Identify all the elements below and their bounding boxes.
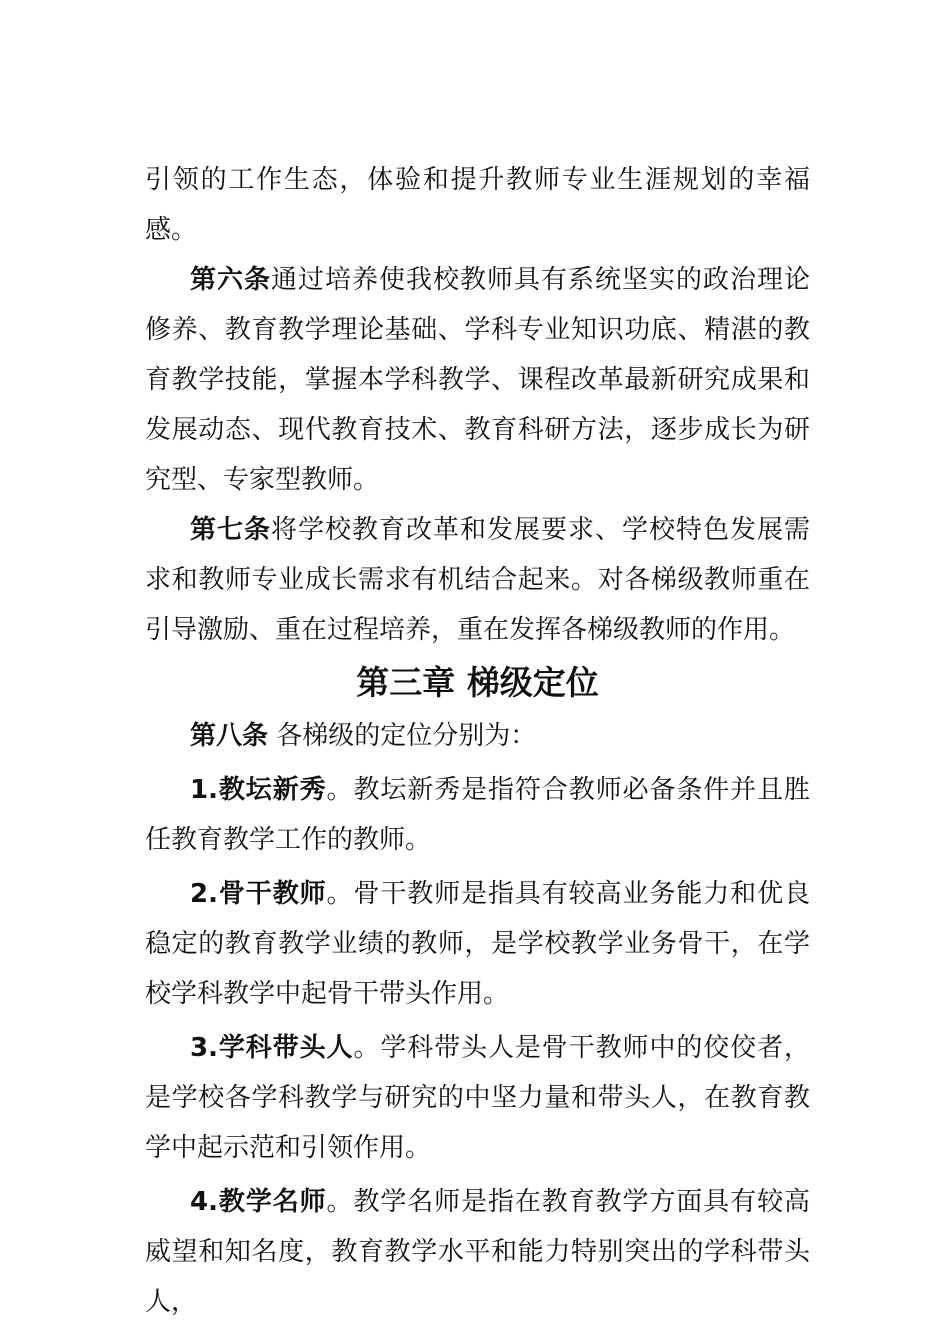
article-6 <box>145 255 810 505</box>
article-6-text: 通过培养使我校教师具有系统坚实的政治理论修养、教育教学理论基础、学科专业知识功底、精湛的教育教学技能，掌握本学科教学、课程改革最新研究成果和发展动态、现代教育技术、教育科研方法，逐步成长为研究型、专家型教师。 <box>145 265 810 495</box>
list-item-label: 1.教坛新秀 <box>190 775 327 805</box>
article-7-text: 将学校教育改革和发展要求、学校特色发展需求和教师专业成长需求有机结合起来。对各梯级教师重在引导激励、重在过程培养，重在发挥各梯级教师的作用。 <box>145 515 810 645</box>
list-item-text: 。教学名师是指在教育教学方面具有较高威望和知名度，教育教学水平和能力特别突出的学科带头人， <box>145 1187 810 1317</box>
article-8-label: 第八条 <box>190 721 269 751</box>
article-7 <box>145 505 810 655</box>
article-8-text: 各梯级的定位分别为： <box>268 721 537 751</box>
list-item <box>145 1177 810 1327</box>
list-item-label: 3.学科带头人 <box>190 1033 354 1063</box>
paragraph-text: 引领的工作生态，体验和提升教师专业生涯规划的幸福感。 <box>145 165 810 245</box>
paragraph-continuation <box>145 155 810 255</box>
list-item <box>145 1023 810 1173</box>
document-page <box>145 155 810 1327</box>
list-item <box>145 869 810 1019</box>
chapter-title: 第三章 梯级定位 <box>356 663 599 702</box>
list-item-text: 。教坛新秀是指符合教师必备条件并且胜任教育教学工作的教师。 <box>145 775 810 855</box>
article-8 <box>145 711 810 761</box>
list-item <box>145 765 810 865</box>
article-7-label: 第七条 <box>190 515 271 545</box>
list-item-label: 2.骨干教师 <box>190 879 327 909</box>
article-6-label: 第六条 <box>190 265 271 295</box>
list-item-label: 4.教学名师 <box>190 1187 327 1217</box>
list-item-text: 。骨干教师是指具有较高业务能力和优良稳定的教育教学业绩的教师，是学校教学业务骨干，在学校学科教学中起骨干带头作用。 <box>145 879 810 1009</box>
list-item-text: 。学科带头人是骨干教师中的佼佼者，是学校各学科教学与研究的中坚力量和带头人，在教育教学中起示范和引领作用。 <box>145 1033 810 1163</box>
